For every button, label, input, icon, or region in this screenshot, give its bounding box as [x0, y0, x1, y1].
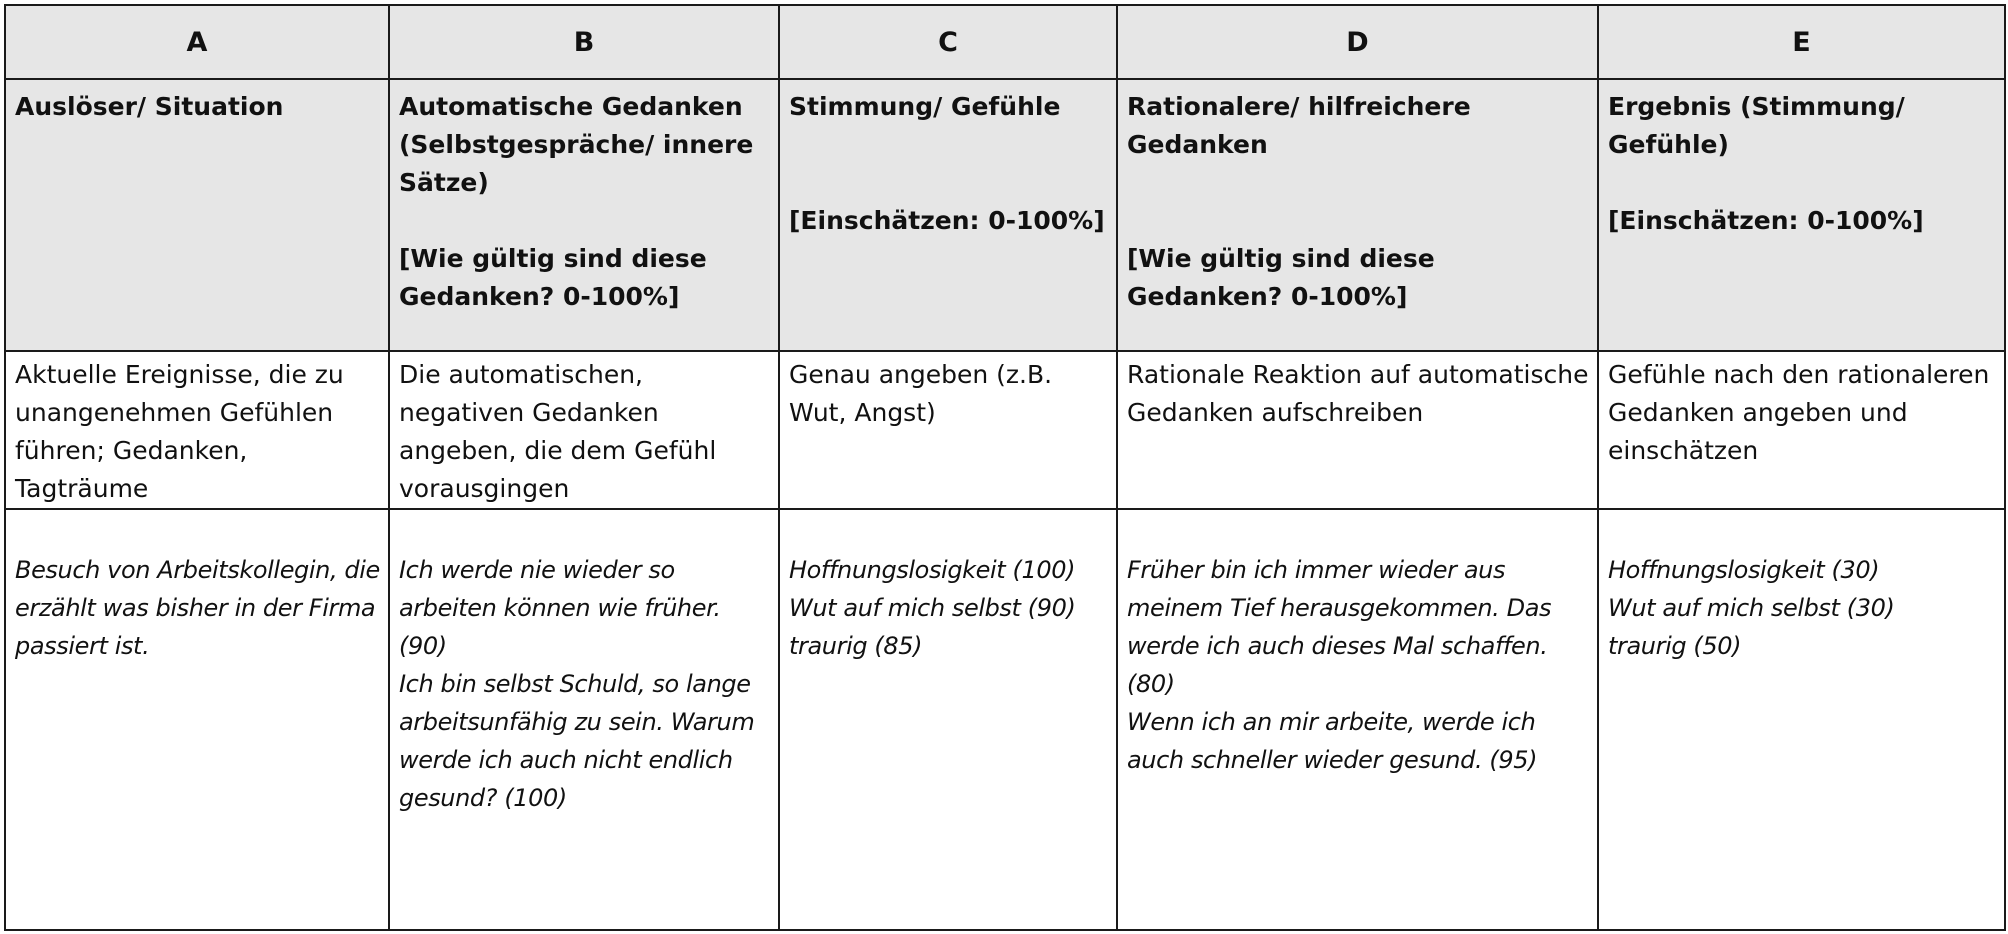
column-letter-d: D: [1117, 5, 1598, 79]
column-title-e: Ergebnis (Stimmung/ Gefühle): [1608, 92, 1905, 159]
column-title-cell-e: [1598, 79, 2005, 351]
instruction-d: Rationale Reaktion auf automatische Gedanken aufschreiben: [1117, 351, 1598, 509]
column-letter-e: E: [1598, 5, 2005, 79]
column-letter-c: C: [779, 5, 1117, 79]
example-line: Wut auf mich selbst (30): [1608, 594, 1895, 622]
column-title-cell-c: [779, 79, 1117, 351]
example-line: traurig (50): [1608, 632, 1742, 660]
rating-hint-d: [Wie gültig sind diese Gedanken? 0-100%]: [1127, 244, 1435, 311]
column-title-a: Auslöser/ Situation: [15, 92, 284, 121]
example-line: Wut auf mich selbst (90): [789, 594, 1076, 622]
column-letter-a: A: [5, 5, 389, 79]
column-title-d: Rationalere/ hilfreichere Gedanken: [1127, 92, 1471, 159]
column-title-cell-a: [5, 79, 389, 351]
thought-record-table: [4, 4, 2006, 931]
column-title-c: Stimmung/ Gefühle: [789, 92, 1061, 121]
rating-hint-e: [Einschätzen: 0-100%]: [1608, 206, 1924, 235]
column-title-cell-d: [1117, 79, 1598, 351]
example-row: [5, 509, 2005, 930]
column-letter-row: [5, 5, 2005, 79]
rating-hint-b: [Wie gültig sind diese Gedanken? 0-100%]: [399, 244, 707, 311]
example-line: Hoffnungslosigkeit (30): [1608, 556, 1880, 584]
example-line: traurig (85): [789, 632, 923, 660]
instruction-b: Die automatischen, negativen Gedanken angeben, die dem Gefühl vorausgingen: [389, 351, 779, 509]
example-cell-a: [5, 509, 389, 930]
example-cell-e: [1598, 509, 2005, 930]
instruction-a: Aktuelle Ereignisse, die zu unangenehmen Gefühlen führen; Gedanken, Tagträume: [5, 351, 389, 509]
thought-record-sheet: [4, 4, 2006, 931]
example-line: Früher bin ich immer wieder aus meinem Tief herausgekommen. Das werde ich auch dieses Mal schaffen. (80): [1127, 556, 1559, 698]
example-cell-c: [779, 509, 1117, 930]
column-letter-b: B: [389, 5, 779, 79]
example-line: Wenn ich an mir arbeite, werde ich auch schneller wieder gesund. (95): [1127, 708, 1543, 774]
example-cell-d: [1117, 509, 1598, 930]
instruction-e: Gefühle nach den rationaleren Gedanken angeben und einschätzen: [1598, 351, 2005, 509]
example-line: Hoffnungslosigkeit (100): [789, 556, 1076, 584]
column-title-row: [5, 79, 2005, 351]
rating-hint-c: [Einschätzen: 0-100%]: [789, 206, 1105, 235]
example-line: Ich bin selbst Schuld, so lange arbeitsunfähig zu sein. Warum werde ich auch nicht endlich gesund? (100): [399, 670, 762, 812]
instruction-c: Genau angeben (z.B. Wut, Angst): [779, 351, 1117, 509]
example-line: Ich werde nie wieder so arbeiten können wie früher. (90): [399, 556, 728, 660]
column-title-cell-b: [389, 79, 779, 351]
column-title-b: Automatische Gedanken (Selbstgespräche/ innere Sätze): [399, 92, 754, 197]
instruction-row: [5, 351, 2005, 509]
example-cell-b: [389, 509, 779, 930]
example-line: Besuch von Arbeitskollegin, die erzählt was bisher in der Firma passiert ist.: [15, 556, 388, 660]
